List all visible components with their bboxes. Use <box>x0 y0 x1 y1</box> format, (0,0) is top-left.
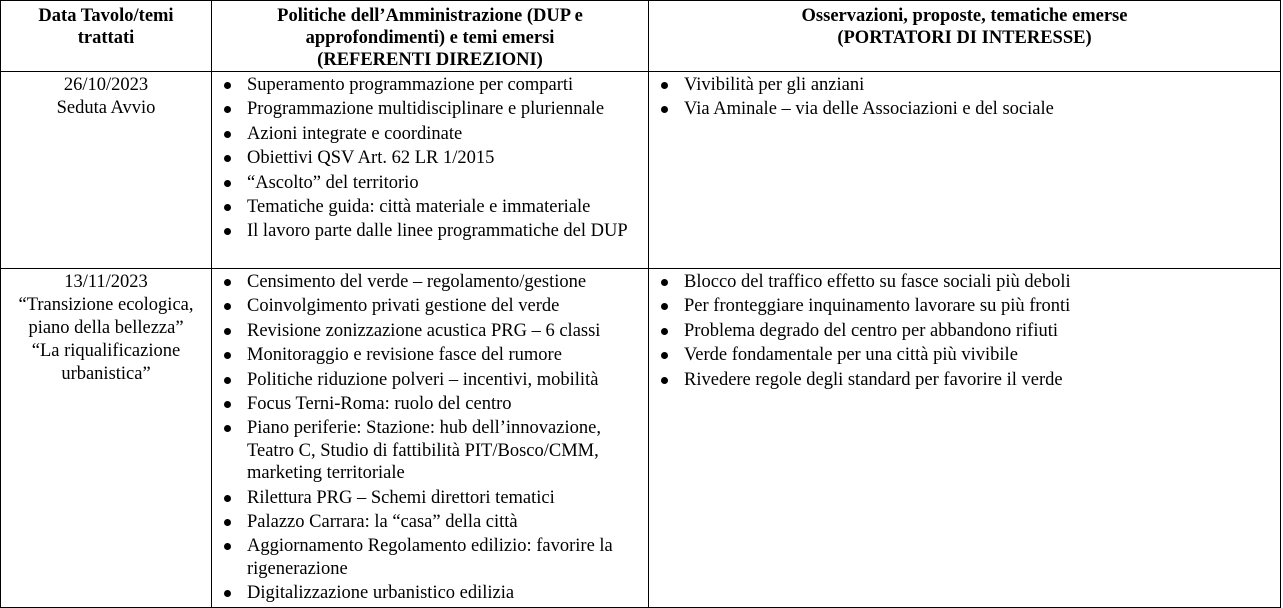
table-row <box>1 72 1281 269</box>
list-item: Programmazione multidisciplinare e pluriennale <box>212 98 648 120</box>
table-row <box>1 269 1281 608</box>
policies-list <box>212 271 648 605</box>
list-item: Politiche riduzione polveri – incentivi, mobilità <box>212 369 648 391</box>
table-header-row <box>1 1 1281 72</box>
date-line: Seduta Avvio <box>56 98 156 118</box>
list-item: Revisione zonizzazione acustica PRG – 6 classi <box>212 320 648 342</box>
header-observations <box>649 1 1281 72</box>
header-date-topics <box>1 1 212 72</box>
list-item: Verde fondamentale per una città più vivibile <box>649 344 1280 366</box>
header-date-line-2: trattati <box>77 28 135 48</box>
header-observations-line-1: Osservazioni, proposte, tematiche emerse <box>801 6 1128 26</box>
list-item: Tematiche guida: città materiale e immateriale <box>212 196 648 218</box>
date-line: “La riqualificazione <box>31 341 181 361</box>
date-line: 13/11/2023 <box>64 272 148 292</box>
list-item: Monitoraggio e revisione fasce del rumore <box>212 344 648 366</box>
observations-cell <box>649 269 1281 608</box>
list-item: Vivibilità per gli anziani <box>649 74 1280 96</box>
observations-list <box>649 271 1280 391</box>
list-item: Blocco del traffico effetto su fasce sociali più deboli <box>649 271 1280 293</box>
list-item: Per fronteggiare inquinamento lavorare su più fronti <box>649 295 1280 317</box>
list-item: Aggiornamento Regolamento edilizio: favorire la rigenerazione <box>212 535 648 580</box>
list-item: Azioni integrate e coordinate <box>212 123 648 145</box>
list-item: “Ascolto” del territorio <box>212 172 648 194</box>
policies-cell <box>212 72 649 269</box>
policies-cell <box>212 269 649 608</box>
date-cell <box>1 72 212 269</box>
header-policies-line-3: (REFERENTI DIREZIONI) <box>317 50 543 70</box>
list-item: Censimento del verde – regolamento/gestione <box>212 271 648 293</box>
header-policies-line-2: approfondimenti) e temi emersi <box>305 28 555 48</box>
list-item: Digitalizzazione urbanistico edilizia <box>212 582 648 604</box>
list-item: Piano periferie: Stazione: hub dell’innovazione, Teatro C, Studio di fattibilità PIT/Bosco/CMM, marketing territoriale <box>212 417 648 484</box>
date-line: “Transizione ecologica, <box>18 295 194 315</box>
date-cell <box>1 269 212 608</box>
list-item: Superamento programmazione per comparti <box>212 74 648 96</box>
header-observations-line-2: (PORTATORI DI INTERESSE) <box>837 28 1092 48</box>
observations-list <box>649 74 1280 121</box>
header-policies <box>212 1 649 72</box>
list-item: Problema degrado del centro per abbandono rifiuti <box>649 320 1280 342</box>
list-item: Palazzo Carrara: la “casa” della città <box>212 511 648 533</box>
list-item: Via Aminale – via delle Associazioni e del sociale <box>649 98 1280 120</box>
list-item: Obiettivi QSV Art. 62 LR 1/2015 <box>212 147 648 169</box>
date-line: piano della bellezza” <box>28 318 184 338</box>
date-line: urbanistica” <box>61 364 151 384</box>
list-item: Coinvolgimento privati gestione del verde <box>212 295 648 317</box>
observations-cell <box>649 72 1281 269</box>
header-policies-line-1: Politiche dell’Amministrazione (DUP e <box>277 6 583 26</box>
header-date-line-1: Data Tavolo/temi <box>38 6 174 26</box>
date-line: 26/10/2023 <box>63 75 149 95</box>
list-item: Rivedere regole degli standard per favorire il verde <box>649 369 1280 391</box>
list-item: Il lavoro parte dalle linee programmatiche del DUP <box>212 220 648 242</box>
list-item: Rilettura PRG – Schemi direttori tematici <box>212 487 648 509</box>
list-item: Focus Terni-Roma: ruolo del centro <box>212 393 648 415</box>
policies-list <box>212 74 648 243</box>
